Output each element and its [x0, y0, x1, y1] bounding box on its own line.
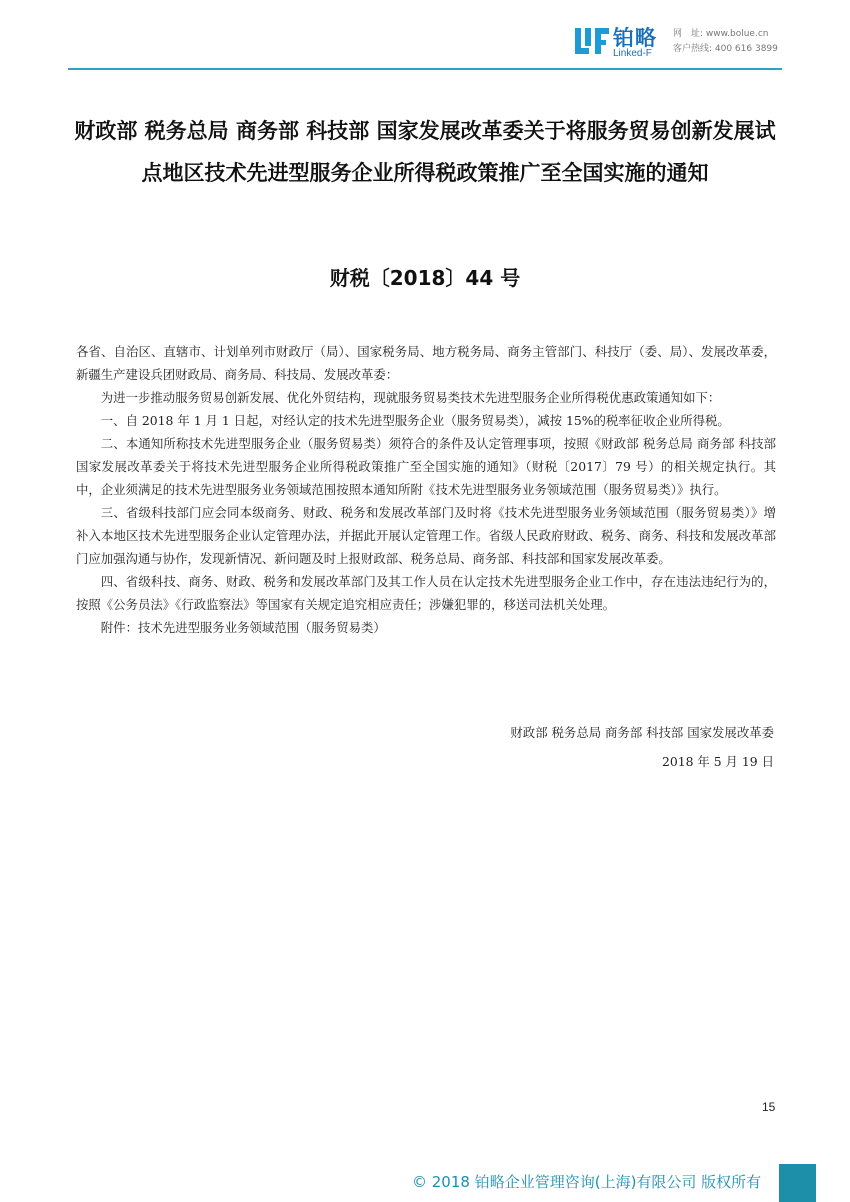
document-body [76, 340, 776, 639]
footer-accent-block [779, 1164, 816, 1202]
document-number: 财税〔2018〕44 号 [329, 266, 521, 290]
addressee-paragraph: 各省、自治区、直辖市、计划单列市财政厅（局）、国家税务局、地方税务局、商务主管部门、科技厅（委、局）、发展改革委，新疆生产建设兵团财政局、商务局、科技局、发展改革委： [76, 344, 776, 382]
page-number: 15 [762, 1100, 776, 1114]
logo-english-name: Linked-F [613, 48, 652, 59]
signatories: 财政部 税务总局 商务部 科技部 国家发展改革委 [510, 725, 774, 740]
issue-date: 2018 年 5 月 19 日 [661, 754, 774, 769]
attachment-line: 附件：技术先进型服务业务领域范围（服务贸易类） [100, 620, 386, 635]
body-paragraph: 三、省级科技部门应会同本级商务、财政、税务和发展改革部门及时将《技术先进型服务业务领域范围（服务贸易类）》增补入本地区技术先进型服务企业认定管理办法，并据此开展认定管理工作。省级人民政府财政、税务、商务、科技和发展改革部门应加强沟通与协作，发现新情况、新问题及时上报财政部、税务总局、商务部、科技部和国家发展改革委。 [76, 505, 776, 566]
body-paragraph: 一、自 2018 年 1 月 1 日起，对经认定的技术先进型服务企业（服务贸易类），减按 15%的税率征收企业所得税。 [100, 413, 730, 428]
website-text: 网 址: www.bolue.cn [673, 29, 769, 39]
body-paragraph: 二、本通知所称技术先进型服务企业（服务贸易类）须符合的条件及认定管理事项，按照《财政部 税务总局 商务部 科技部 国家发展改革委关于将技术先进型服务企业所得税政策推广至全国实施的通知》（财税〔2017〕79 号）的相关规定执行。其中，企业须满足的技术先进型服务业务领域范围按照本通知所附《技术先进型服务业务领域范围（服务贸易类）》执行。 [76, 436, 776, 497]
company-logo [575, 24, 665, 64]
document-title: 财政部 税务总局 商务部 科技部 国家发展改革委关于将服务贸易创新发展试点地区技术先进型服务企业所得税政策推广至全国实施的通知 [74, 119, 776, 185]
page-header [0, 0, 850, 68]
contact-info [673, 27, 778, 57]
body-paragraph: 四、省级科技、商务、财政、税务和发展改革部门及其工作人员在认定技术先进型服务企业工作中，存在违法违纪行为的，按照《公务员法》《行政监察法》等国家有关规定追究相应责任；涉嫌犯罪的，移送司法机关处理。 [76, 574, 776, 612]
header-divider [68, 68, 782, 70]
logo-chinese-name: 铂略 [613, 26, 657, 50]
footer-copyright: © 2018 铂略企业管理咨询(上海)有限公司 版权所有 [412, 1173, 762, 1191]
logo-mark-icon [575, 24, 609, 58]
body-paragraph: 为进一步推动服务贸易创新发展、优化外贸结构，现就服务贸易类技术先进型服务企业所得税优惠政策通知如下： [100, 390, 721, 405]
hotline-text: 客户热线: 400 616 3899 [673, 44, 778, 54]
signature-block [510, 718, 774, 776]
